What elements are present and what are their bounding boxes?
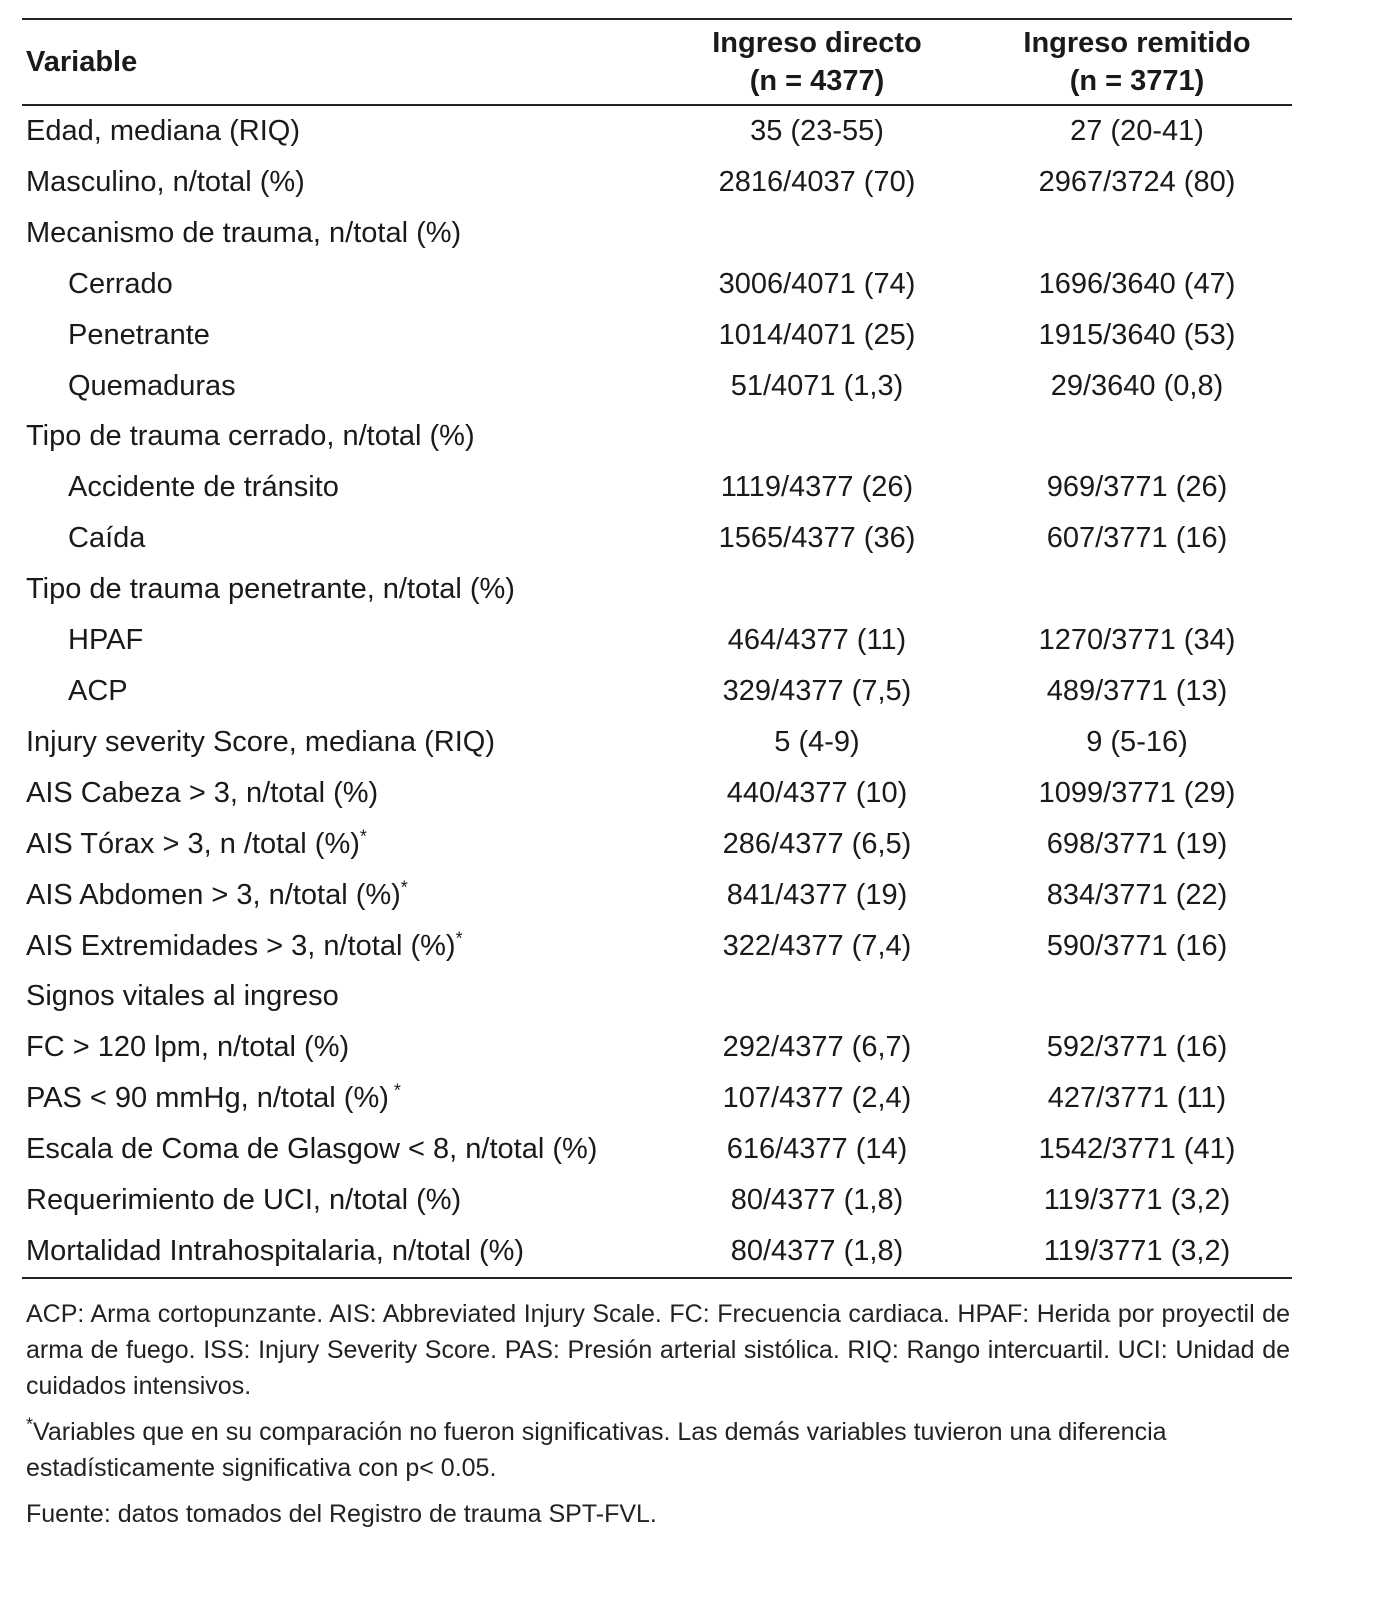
table-row [22,157,1292,208]
table-row [22,1073,1292,1124]
row-direct-value: 35 (23-55) [750,115,884,147]
row-referred-value [982,208,1292,259]
row-referred-value [982,564,1292,615]
row-referred-value: 1696/3640 (47) [1038,267,1236,300]
significance-note [26,1414,1290,1486]
row-direct-value: 440/4377 (10) [726,776,908,809]
data-table-container [22,18,1292,1279]
row-referred-value: 590/3771 (16) [1046,929,1228,962]
row-direct-value: 322/4377 (7,4) [722,929,912,962]
row-referred-value [982,971,1292,1022]
row-label [22,513,652,564]
row-label-text: Requerimiento de UCI, n/total (%) [26,1184,462,1217]
table-row [22,513,1292,564]
row-label-text: Mecanismo de trauma, n/total (%) [26,216,462,249]
row-footnote-mark: * [455,927,463,948]
table-row [22,971,1292,1022]
header-variable: Variable [26,46,138,78]
header-direct-title: Ingreso directo [712,27,922,59]
table-row [22,819,1292,870]
row-label [22,768,652,819]
row-direct-value [652,411,982,462]
row-label-text: Accidente de tránsito [68,471,339,504]
row-label [22,615,652,666]
row-label [22,717,652,768]
row-label-text: PAS < 90 mmHg, n/total (%) [26,1082,389,1115]
row-label [22,208,652,259]
row-label-text: Cerrado [68,267,173,300]
row-referred-value: 969/3771 (26) [1046,471,1228,504]
table-row [22,1175,1292,1226]
header-referred-n: (n = 3771) [1069,65,1205,97]
row-direct-value: 80/4377 (1,8) [730,1234,904,1267]
row-footnote-mark: * [388,1080,401,1101]
row-referred-value [982,411,1292,462]
row-referred-value: 489/3771 (13) [1046,674,1228,707]
row-footnote-mark: * [400,876,408,897]
row-direct-value: 286/4377 (6,5) [722,827,912,860]
row-label [22,411,652,462]
row-label-text: FC > 120 lpm, n/total (%) [26,1031,350,1064]
row-referred-value: 1542/3771 (41) [1038,1133,1236,1166]
table-row [22,208,1292,259]
row-direct-value: 292/4377 (6,7) [722,1031,912,1064]
row-referred-value: 592/3771 (16) [1046,1031,1228,1064]
header-direct-n: (n = 4377) [749,65,885,97]
row-label-text: Masculino, n/total (%) [26,165,305,198]
row-label [22,1022,652,1073]
table-row [22,361,1292,412]
row-direct-value [652,971,982,1022]
row-label-text: AIS Cabeza > 3, n/total (%) [26,776,379,809]
row-referred-value: 2967/3724 (80) [1038,165,1236,198]
row-label [22,1073,652,1124]
row-direct-value: 464/4377 (11) [727,624,907,657]
row-direct-value: 329/4377 (7,5) [722,674,912,707]
row-referred-value: 1099/3771 (29) [1038,776,1236,809]
table-footnotes [26,1296,1290,1542]
table-row [22,1022,1292,1073]
row-direct-value: 1014/4071 (25) [718,318,916,351]
table-row [22,310,1292,361]
table-row [22,411,1292,462]
row-referred-value: 427/3771 (11) [1047,1082,1227,1115]
row-footnote-mark: * [359,826,367,847]
row-label-text: Tipo de trauma penetrante, n/total (%) [26,573,515,606]
table-row [22,1226,1292,1278]
row-label [22,870,652,921]
row-direct-value: 841/4377 (19) [726,878,908,911]
row-referred-value: 834/3771 (22) [1046,878,1228,911]
table-row [22,870,1292,921]
row-label [22,361,652,412]
row-label-text: Penetrante [68,318,210,351]
row-label [22,157,652,208]
table-row [22,105,1292,157]
row-label-text: Quemaduras [68,369,236,402]
row-direct-value: 5 (4-9) [774,725,860,758]
header-referred-admission [982,19,1292,105]
row-referred-value: 1915/3640 (53) [1038,318,1236,351]
table-row [22,259,1292,310]
row-label-text: Escala de Coma de Glasgow < 8, n/total (%) [26,1133,598,1166]
table-row [22,462,1292,513]
row-direct-value [652,208,982,259]
table-row [22,615,1292,666]
header-direct-admission [652,19,982,105]
table-header-row [22,19,1292,105]
source-note: Fuente: datos tomados del Registro de trauma SPT-FVL. [26,1500,657,1528]
row-label [22,819,652,870]
row-referred-value: 29/3640 (0,8) [1050,369,1224,402]
table-row [22,921,1292,972]
row-referred-value: 1270/3771 (34) [1038,624,1236,657]
row-direct-value: 51/4071 (1,3) [730,369,904,402]
row-direct-value: 80/4377 (1,8) [730,1184,904,1217]
row-label [22,921,652,972]
row-label-text: Mortalidad Intrahospitalaria, n/total (%) [26,1234,525,1267]
table-row [22,768,1292,819]
row-direct-value: 107/4377 (2,4) [722,1082,912,1115]
row-label [22,971,652,1022]
table-row [22,717,1292,768]
row-label-text: AIS Abdomen > 3, n/total (%) [26,878,401,911]
row-label-text: AIS Extremidades > 3, n/total (%) [26,929,456,962]
row-label-text: Edad, mediana (RIQ) [26,115,301,147]
row-label [22,462,652,513]
row-direct-value: 2816/4037 (70) [718,165,916,198]
row-referred-value: 607/3771 (16) [1046,522,1228,555]
header-referred-title: Ingreso remitido [1023,27,1251,59]
row-label-text: ACP [68,674,128,707]
table-row [22,1124,1292,1175]
row-direct-value [652,564,982,615]
row-label-text: Signos vitales al ingreso [26,980,339,1013]
row-label [22,666,652,717]
row-referred-value: 119/3771 (3,2) [1043,1234,1231,1267]
row-referred-value: 698/3771 (19) [1046,827,1228,860]
row-label [22,1175,652,1226]
table-row [22,666,1292,717]
row-label [22,105,652,157]
row-label [22,259,652,310]
footnote-mark: * [26,1414,34,1435]
row-direct-value: 1119/4377 (26) [720,471,914,504]
row-referred-value: 9 (5-16) [1086,725,1188,758]
abbreviations-note: ACP: Arma cortopunzante. AIS: Abbreviated Injury Scale. FC: Frecuencia cardiaca. HPAF: Herida por proyectil de arma de fuego. ISS: Injury Severity Score. PAS: Presión arterial sistólica. RIQ: Rango intercuartil. UCI: Unidad de cuidados intensivos. [26,1300,1290,1400]
row-referred-value: 119/3771 (3,2) [1043,1184,1231,1217]
significance-text: Variables que en su comparación no fueron significativas. Las demás variables tuvieron una diferencia estadísticamente significativa con p< 0.05. [26,1418,1167,1482]
row-direct-value: 1565/4377 (36) [718,522,916,555]
row-label-text: AIS Tórax > 3, n /total (%) [26,827,360,860]
table-body [22,105,1292,1278]
row-label [22,1124,652,1175]
table-row [22,564,1292,615]
row-label-text: Caída [68,522,146,555]
row-direct-value: 616/4377 (14) [726,1133,908,1166]
row-label-text: Tipo de trauma cerrado, n/total (%) [26,420,475,453]
row-direct-value: 3006/4071 (74) [718,267,916,300]
row-label [22,1226,652,1278]
comparison-table [22,18,1292,1279]
row-label [22,310,652,361]
row-label-text: HPAF [68,624,144,657]
row-label [22,564,652,615]
row-referred-value: 27 (20-41) [1070,115,1204,147]
row-label-text: Injury severity Score, mediana (RIQ) [26,725,495,758]
